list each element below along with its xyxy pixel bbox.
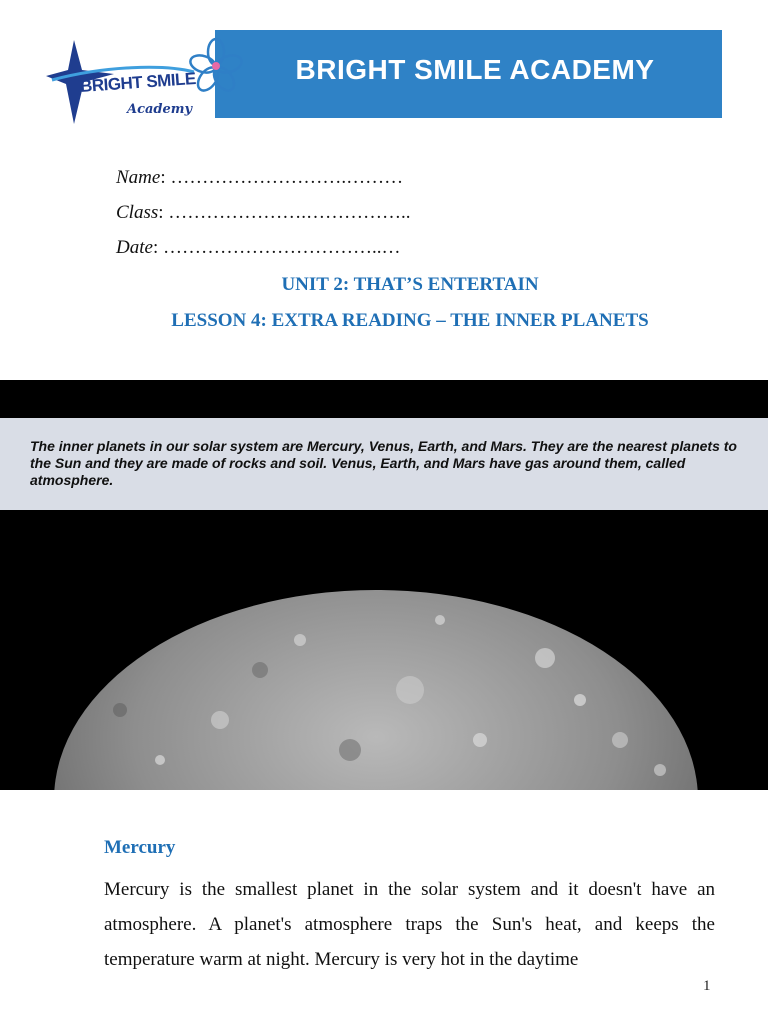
- academy-title: BRIGHT SMILE ACADEMY: [295, 54, 655, 85]
- logo-subtext: Academy: [127, 102, 193, 117]
- intro-text: The inner planets in our solar system are Mercury, Venus, Earth, and Mars. They are the nearest planets to the Sun and they are made of rocks and soil. Venus, Earth, and Mars have gas around them, called atmosphere.: [30, 438, 737, 488]
- mercury-planet-image: [0, 510, 768, 790]
- academy-logo: [44, 36, 244, 128]
- section-heading-mercury: Mercury: [104, 837, 176, 858]
- mercury-paragraph: Mercury is the smallest planet in the solar system and it doesn't have an atmosphere. A planet's atmosphere traps the Sun's heat, and keeps the temperature warm at night. Mercury is very hot in the daytime: [104, 879, 715, 970]
- date-blank: : ……………………………..…: [152, 237, 401, 258]
- logo-text: BRIGHT SMILE: [79, 68, 197, 97]
- page-number: 1: [703, 978, 711, 994]
- lesson-title: LESSON 4: EXTRA READING – THE INNER PLANETS: [171, 310, 649, 331]
- page-header: [0, 0, 768, 140]
- class-label: Class: [116, 202, 159, 223]
- class-field[interactable]: [116, 195, 411, 230]
- unit-title: UNIT 2: THAT’S ENTERTAIN: [281, 274, 539, 295]
- class-blank: : ………………….……………..: [158, 202, 411, 223]
- student-info-fields: [116, 160, 411, 265]
- name-blank: : ……………………….………: [160, 167, 404, 188]
- date-field[interactable]: [116, 230, 411, 265]
- name-label: Name: [116, 167, 161, 188]
- date-label: Date: [116, 237, 153, 258]
- name-field[interactable]: [116, 160, 411, 195]
